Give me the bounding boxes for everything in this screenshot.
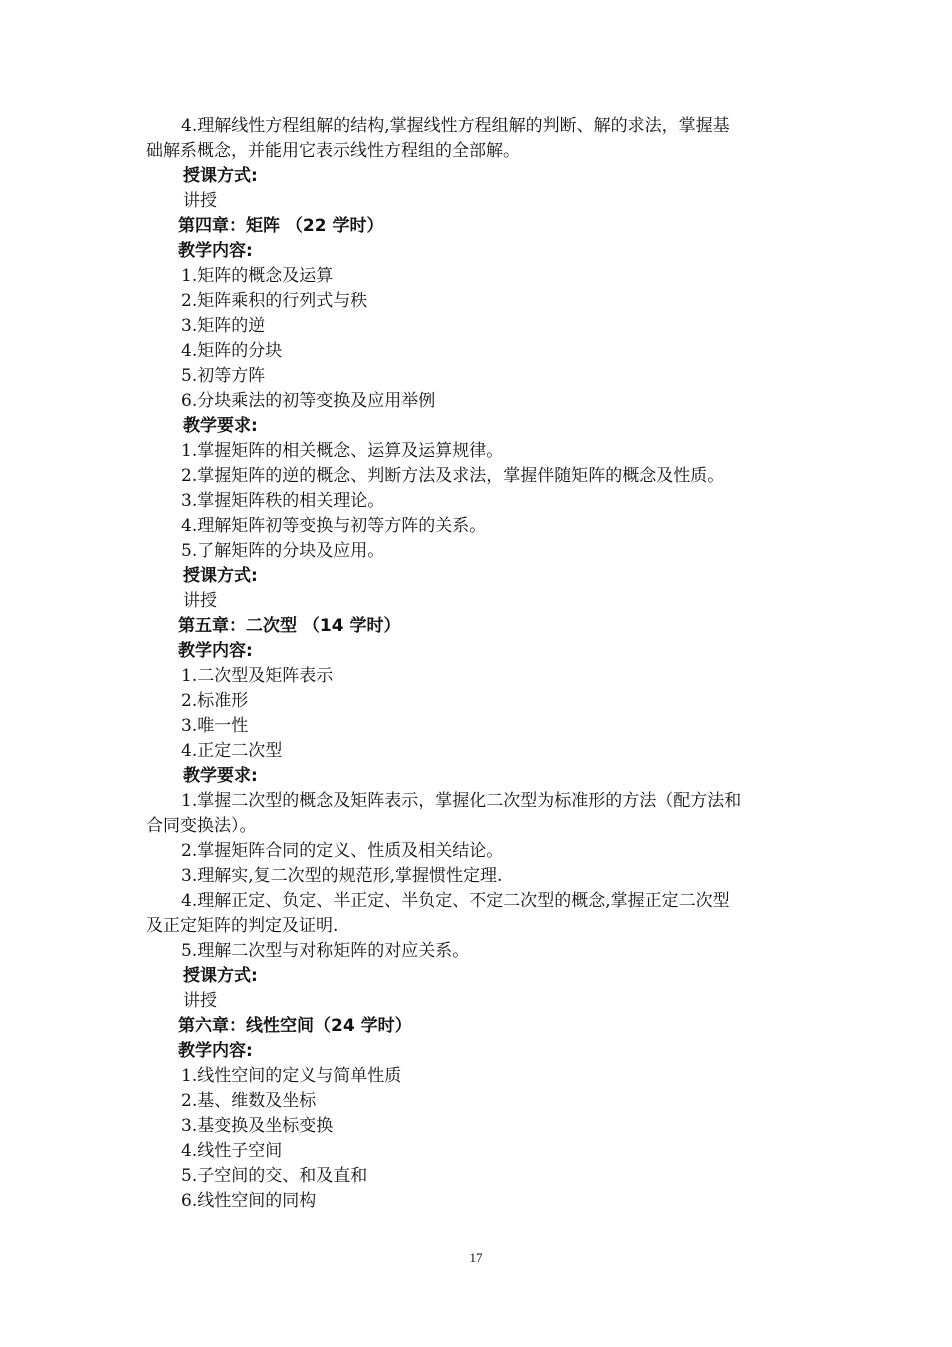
- text-line: 教学要求:: [183, 416, 258, 436]
- text-line: 授课方式:: [183, 566, 258, 586]
- text-line: 5.了解矩阵的分块及应用。: [181, 541, 385, 561]
- text-line: 5.理解二次型与对称矩阵的对应关系。: [181, 941, 470, 961]
- text-line: 第五章：二次型 （14 学时）: [178, 616, 401, 636]
- text-line: 4.正定二次型: [181, 741, 283, 761]
- text-line: 4.理解矩阵初等变换与初等方阵的关系。: [181, 516, 487, 536]
- text-line: 授课方式:: [183, 166, 258, 186]
- text-line: 合同变换法）。: [146, 816, 257, 836]
- text-line: 5.初等方阵: [181, 366, 266, 386]
- text-line: 3.矩阵的逆: [181, 316, 266, 336]
- text-line: 3.理解实,复二次型的规范形,掌握惯性定理.: [181, 866, 503, 886]
- text-line: 教学内容:: [178, 641, 253, 661]
- text-line: 2.掌握矩阵的逆的概念、判断方法及求法，掌握伴随矩阵的概念及性质。: [181, 466, 725, 486]
- text-line: 3.掌握矩阵秩的相关理论。: [181, 491, 385, 511]
- text-line: 授课方式:: [183, 966, 258, 986]
- text-line: 教学内容:: [178, 241, 253, 261]
- text-line: 6.分块乘法的初等变换及应用举例: [181, 391, 436, 411]
- text-line: 3.基变换及坐标变换: [181, 1116, 334, 1136]
- text-line: 教学要求:: [183, 766, 258, 786]
- text-line: 4.理解线性方程组解的结构,掌握线性方程组解的判断、解的求法，掌握基: [181, 116, 730, 136]
- text-line: 1.掌握二次型的概念及矩阵表示，掌握化二次型为标准形的方法（配方法和: [181, 791, 742, 811]
- text-line: 4.线性子空间: [181, 1141, 283, 1161]
- text-line: 2.标准形: [181, 691, 249, 711]
- text-line: 1.二次型及矩阵表示: [181, 666, 334, 686]
- page-number: 17: [469, 1250, 483, 1265]
- text-line: 讲授: [183, 991, 217, 1011]
- text-line: 第六章：线性空间（24 学时）: [178, 1016, 412, 1036]
- text-line: 6.线性空间的同构: [181, 1191, 317, 1211]
- text-line: 教学内容:: [178, 1041, 253, 1061]
- text-line: 及正定矩阵的判定及证明.: [146, 916, 339, 936]
- text-line: 4.矩阵的分块: [181, 341, 283, 361]
- text-line: 5.子空间的交、和及直和: [181, 1166, 368, 1186]
- text-line: 2.基、维数及坐标: [181, 1091, 317, 1111]
- text-line: 1.线性空间的定义与简单性质: [181, 1066, 402, 1086]
- document-body: [146, 114, 814, 1214]
- text-line: 第四章：矩阵 （22 学时）: [178, 216, 384, 236]
- text-line: 4.理解正定、负定、半正定、半负定、不定二次型的概念,掌握正定二次型: [181, 891, 730, 911]
- text-line: 2.掌握矩阵合同的定义、性质及相关结论。: [181, 841, 504, 861]
- text-line: 3.唯一性: [181, 716, 249, 736]
- text-line: 础解系概念，并能用它表示线性方程组的全部解。: [146, 141, 520, 161]
- text-line: 1.掌握矩阵的相关概念、运算及运算规律。: [181, 441, 504, 461]
- text-line: 2.矩阵乘积的行列式与秩: [181, 291, 368, 311]
- text-line: 讲授: [183, 191, 217, 211]
- text-line: 讲授: [183, 591, 217, 611]
- text-line: 1.矩阵的概念及运算: [181, 266, 334, 286]
